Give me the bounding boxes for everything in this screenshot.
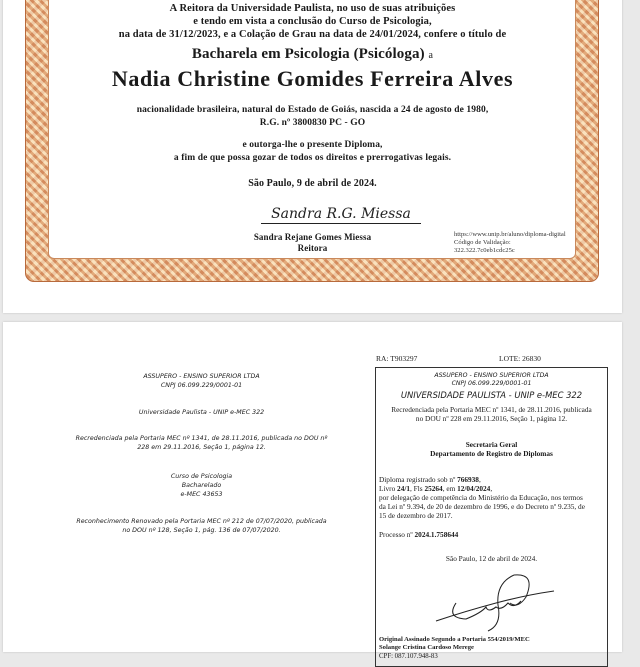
intro-line-2: e tendo em vista a conclusão do Curso de Psicologia, <box>193 16 432 27</box>
signatory-name: Sandra Rejane Gomes Miessa <box>253 232 372 242</box>
reg-date: 12/04/2024 <box>457 484 491 493</box>
delegation-1: por delegação de competência do Ministério da Educação, nos termos <box>379 493 583 502</box>
left-recred-1: Recredenciada pela Portaria MEC nº 1341, de 28.11.2016, publicada no DOU nº <box>75 435 328 442</box>
signatory-role: Reitora <box>297 243 328 253</box>
registrar-signature <box>426 573 556 633</box>
validation-code: 322.322.7c0eb1cdc25c <box>454 247 515 254</box>
graduate-name: Nadia Christine Gomides Ferreira Alves <box>111 66 514 91</box>
reg-comma-2: , <box>490 484 493 493</box>
personal-line-1: nacionalidade brasileira, natural do Estado de Goiás, nascida a 24 de agosto de 1980, <box>136 105 489 115</box>
degree-name: Bacharela em Psicologia (Psicóloga) <box>191 46 425 62</box>
validation-label: Código de Validação: <box>454 239 511 246</box>
signed-note: Original Assinado Segundo a Portaria 554/2019/MEC <box>379 636 530 643</box>
signer-name: Solange Cristina Cardoso Merege <box>379 644 474 651</box>
personal-line-2: R.G. nº 3800830 PC - GO <box>259 118 366 128</box>
signer-cpf: CPF: 087.107.948-83 <box>379 653 438 660</box>
left-recred-2: 228 em 29.11.2016, Seção 1, página 12. <box>137 444 266 451</box>
process-line <box>379 530 604 540</box>
livro-number: 24/1 <box>397 484 411 493</box>
left-university: Universidade Paulista - UNIP e-MEC 322 <box>138 409 265 416</box>
reg-recred-1: Recredenciada pela Portaria MEC nº 1341, de 28.11.2016, publicada <box>391 405 592 414</box>
em-label: , em <box>442 484 458 493</box>
validation-url[interactable]: https://www.unip.br/aluno/diploma-digital <box>454 231 566 238</box>
left-institution: ASSUPERO - ENSINO SUPERIOR LTDA <box>143 373 260 380</box>
left-recog-2: no DOU nº 128, Seção 1, pág. 136 de 07/07/2020. <box>122 527 281 534</box>
process-label: Processo nº <box>379 530 415 539</box>
ra-number: RA: T903297 <box>376 354 418 363</box>
process-number: 2024.1.758644 <box>414 530 459 539</box>
degree-title <box>3 48 622 62</box>
diploma-back-page <box>3 322 622 660</box>
reg-cnpj: CNPJ 06.099.229/0001-01 <box>451 380 532 387</box>
reg-number: 766938 <box>457 475 479 484</box>
reg-institution: ASSUPERO - ENSINO SUPERIOR LTDA <box>434 372 549 379</box>
fls-number: 25264 <box>424 484 443 493</box>
validation-block <box>454 231 566 255</box>
reg-dept-1: Secretaria Geral <box>465 440 518 449</box>
registry-box <box>375 367 608 667</box>
intro-line-1: A Reitora da Universidade Paulista, no uso de suas atribuições <box>169 3 456 14</box>
delegation-3: 15 de dezembro de 2017. <box>379 511 453 520</box>
delegation-2: da Lei nº 9.394, de 20 de dezembro de 1996, e do Decreto nº 9.235, de <box>379 502 585 511</box>
left-course-type: Bacharelado <box>181 482 222 489</box>
reg-recred-2: no DOU nº 228 em 29.11.2016, Seção 1, página 12. <box>415 414 568 423</box>
left-cnpj: CNPJ 06.099.229/0001-01 <box>160 382 243 389</box>
grant-line-1: e outorga-lhe o presente Diploma, <box>242 140 383 150</box>
reg-university: UNIVERSIDADE PAULISTA - UNIP e-MEC 322 <box>400 390 583 400</box>
reg-comma: , <box>478 475 481 484</box>
lote-number: LOTE: 26830 <box>499 354 541 363</box>
left-course-emec: e-MEC 43653 <box>180 491 223 498</box>
grant-line-2: a fim de que possa gozar de todos os direitos e prerrogativas legais. <box>173 153 452 163</box>
rector-signature: Sandra R.G. Miessa <box>261 206 421 224</box>
livro-label: Livro <box>379 484 398 493</box>
degree-suffix: a <box>428 50 434 61</box>
reg-dept-2: Departamento de Registro de Diplomas <box>430 449 553 458</box>
intro-line-3: na data de 31/12/2023, e a Colação de Grau na data de 24/01/2024, confere o título de <box>118 29 507 40</box>
diploma-place-date: São Paulo, 9 de abril de 2024. <box>248 178 377 189</box>
left-course: Curso de Psicologia <box>170 473 233 480</box>
reg-number-label: Diploma registrado sob nº <box>379 475 458 484</box>
fls-label: , Fls <box>410 484 425 493</box>
reg-place-date: São Paulo, 12 de abril de 2024. <box>445 554 538 563</box>
diploma-front-page <box>3 0 622 313</box>
left-recog-1: Reconhecimento Renovado pela Portaria MEC nº 212 de 07/07/2020, publicada <box>76 518 327 525</box>
